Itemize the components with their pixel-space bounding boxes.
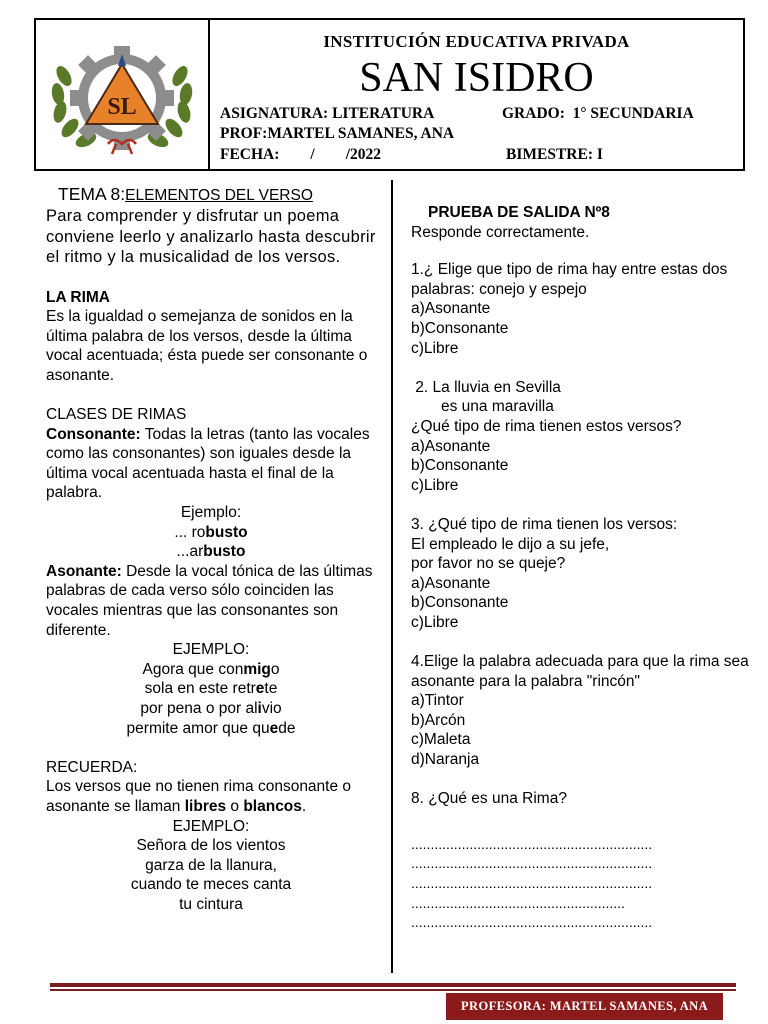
grade-label: GRADO: 1° SECUNDARIA [502, 105, 694, 122]
consonante-definition: Todas la letras (tanto las vocales como las consonantes) son iguales desde la última vocal acentuada hasta el final de la palabra. [46, 425, 370, 502]
footer-teacher-badge: PROFESORA: MARTEL SAMANES, ANA [446, 993, 723, 1020]
question-2-verse-2: es una maravilla [441, 398, 554, 416]
poem1-text: sola en este retr [144, 680, 256, 698]
recuerda-text: o [226, 797, 244, 815]
poem1-text: te [264, 680, 278, 698]
question-3-verse-2: por favor no se queje? [411, 555, 566, 573]
left-column [46, 184, 376, 915]
consonante-term: Consonante: [46, 425, 141, 443]
poem1-text: vio [261, 699, 282, 717]
poem1-line [46, 679, 376, 699]
school-logo [46, 40, 198, 160]
ejemplo2-label: EJEMPLO: [172, 641, 250, 659]
logo-cell [36, 20, 210, 169]
answer-line[interactable]: ....................................................... [411, 894, 625, 911]
poem2-line: garza de la llanura, [145, 856, 277, 874]
ejemplo3-label: EJEMPLO: [172, 817, 250, 835]
school-name: SAN ISIDRO [359, 55, 594, 101]
poem1-text: de [278, 719, 296, 737]
subject-label: ASIGNATURA: LITERATURA [220, 105, 435, 122]
term-label: BIMESTRE: I [506, 146, 603, 163]
ejemplo1-line1-text: ... ro [174, 523, 206, 541]
poem2-line: Señora de los vientos [136, 837, 286, 855]
q3-option: c)Libre [411, 613, 459, 631]
question-3-verse-1: El empleado le dijo a su jefe, [411, 535, 610, 553]
q1-option: b)Consonante [411, 319, 509, 337]
poem1-text: permite amor que qu [126, 719, 270, 737]
question-1: 1.¿ Elige que tipo de rima hay entre estas dos palabras: conejo y espejo [411, 261, 728, 298]
clases-heading: CLASES DE RIMAS [46, 406, 187, 424]
q2-option: c)Libre [411, 476, 459, 494]
column-divider [391, 180, 393, 973]
intro-paragraph: Para comprender y disfrutar un poema conviene leerlo y analizarlo hasta descubrir el ritmo y la musicalidad de los versos. [46, 207, 376, 266]
logo-initials: SL [107, 94, 137, 120]
answer-line[interactable]: .............................................................. [411, 875, 653, 891]
asonante-term: Asonante: [46, 562, 122, 580]
rima-definition: Es la igualdad o semejanza de sonidos en la última palabra de los versos, desde la última vocal acentuada; ésta puede ser consonante o asonante. [46, 308, 368, 384]
consonante-paragraph [46, 425, 376, 503]
answer-line[interactable]: .............................................................. [411, 855, 653, 872]
ejemplo1-line2-rhyme: busto [203, 543, 246, 561]
poem1-rhyme: mig [243, 660, 271, 678]
q1-option: a)Asonante [411, 300, 491, 318]
question-2-verse-1: 2. La lluvia en Sevilla [411, 378, 561, 396]
q3-option: b)Consonante [411, 594, 509, 612]
poem1-rhyme: e [255, 680, 265, 698]
poem1-line [46, 719, 376, 739]
poem1-text: por pena o por al [140, 699, 258, 717]
footer-rule-thick [50, 983, 736, 987]
right-column [411, 203, 751, 933]
recuerda-text: . [301, 797, 307, 815]
recuerda-text: Los versos que no tienen rima consonante o asonante se llaman [46, 778, 352, 815]
asonante-definition: Desde la vocal tónica de las últimas palabras de cada verso sólo coinciden las vocales mientras que las consonantes son diferente. [46, 562, 373, 639]
asonante-paragraph [46, 562, 376, 640]
question-4: 4.Elige la palabra adecuada para que la rima sea asonante para la palabra "rincón" [411, 653, 749, 690]
ejemplo1-line1 [46, 523, 376, 543]
recuerda-heading: RECUERDA: [46, 758, 138, 776]
q2-option: b)Consonante [411, 457, 509, 475]
answer-line[interactable]: .............................................................. [411, 914, 653, 931]
institution-title: INSTITUCIÓN EDUCATIVA PRIVADA [323, 32, 630, 51]
answer-line[interactable]: .............................................................. [411, 835, 653, 852]
question-2: ¿Qué tipo de rima tienen estos versos? [411, 417, 682, 435]
q3-option: a)Asonante [411, 574, 491, 592]
question-3: 3. ¿Qué tipo de rima tienen los versos: [411, 515, 678, 533]
question-8: 8. ¿Qué es una Rima? [411, 790, 567, 808]
topic-heading [46, 184, 376, 206]
poem1-rhyme: e [269, 719, 279, 737]
poem1-line [46, 699, 376, 719]
q4-option: d)Naranja [411, 751, 480, 769]
ejemplo1-label: Ejemplo: [180, 504, 242, 522]
poem1-text: o [270, 660, 280, 678]
poem2-line: cuando te meces canta [130, 876, 292, 894]
ejemplo1-line2-text: ...ar [176, 543, 204, 561]
recuerda-term-blancos: blancos [243, 797, 302, 815]
q2-option: a)Asonante [411, 437, 491, 455]
q4-option: b)Arcón [411, 711, 466, 729]
q1-option: c)Libre [411, 339, 459, 357]
topic-title: ELEMENTOS DEL VERSO [125, 187, 313, 204]
q4-option: c)Maleta [411, 731, 471, 749]
poem2-line: tu cintura [179, 895, 243, 913]
ejemplo1-line2 [46, 542, 376, 562]
poem1-line [46, 660, 376, 680]
test-instruction: Responde correctamente. [411, 223, 590, 241]
teacher-label: PROF:MARTEL SAMANES, ANA [220, 125, 455, 142]
footer-rule-thin [50, 989, 736, 991]
recuerda-term-libres: libres [184, 797, 227, 815]
topic-prefix: TEMA 8: [58, 184, 126, 204]
ejemplo1-line1-rhyme: busto [205, 523, 248, 541]
rima-heading: LA RIMA [46, 288, 110, 306]
header-box [34, 18, 745, 171]
recuerda-paragraph [46, 777, 376, 816]
poem1-text: Agora que con [142, 660, 244, 678]
date-label: FECHA: / /2022 [220, 146, 382, 163]
test-title: PRUEBA DE SALIDA Nº8 [428, 204, 610, 221]
poem1-rhyme: i [257, 699, 262, 717]
q4-option: a)Tintor [411, 692, 464, 710]
